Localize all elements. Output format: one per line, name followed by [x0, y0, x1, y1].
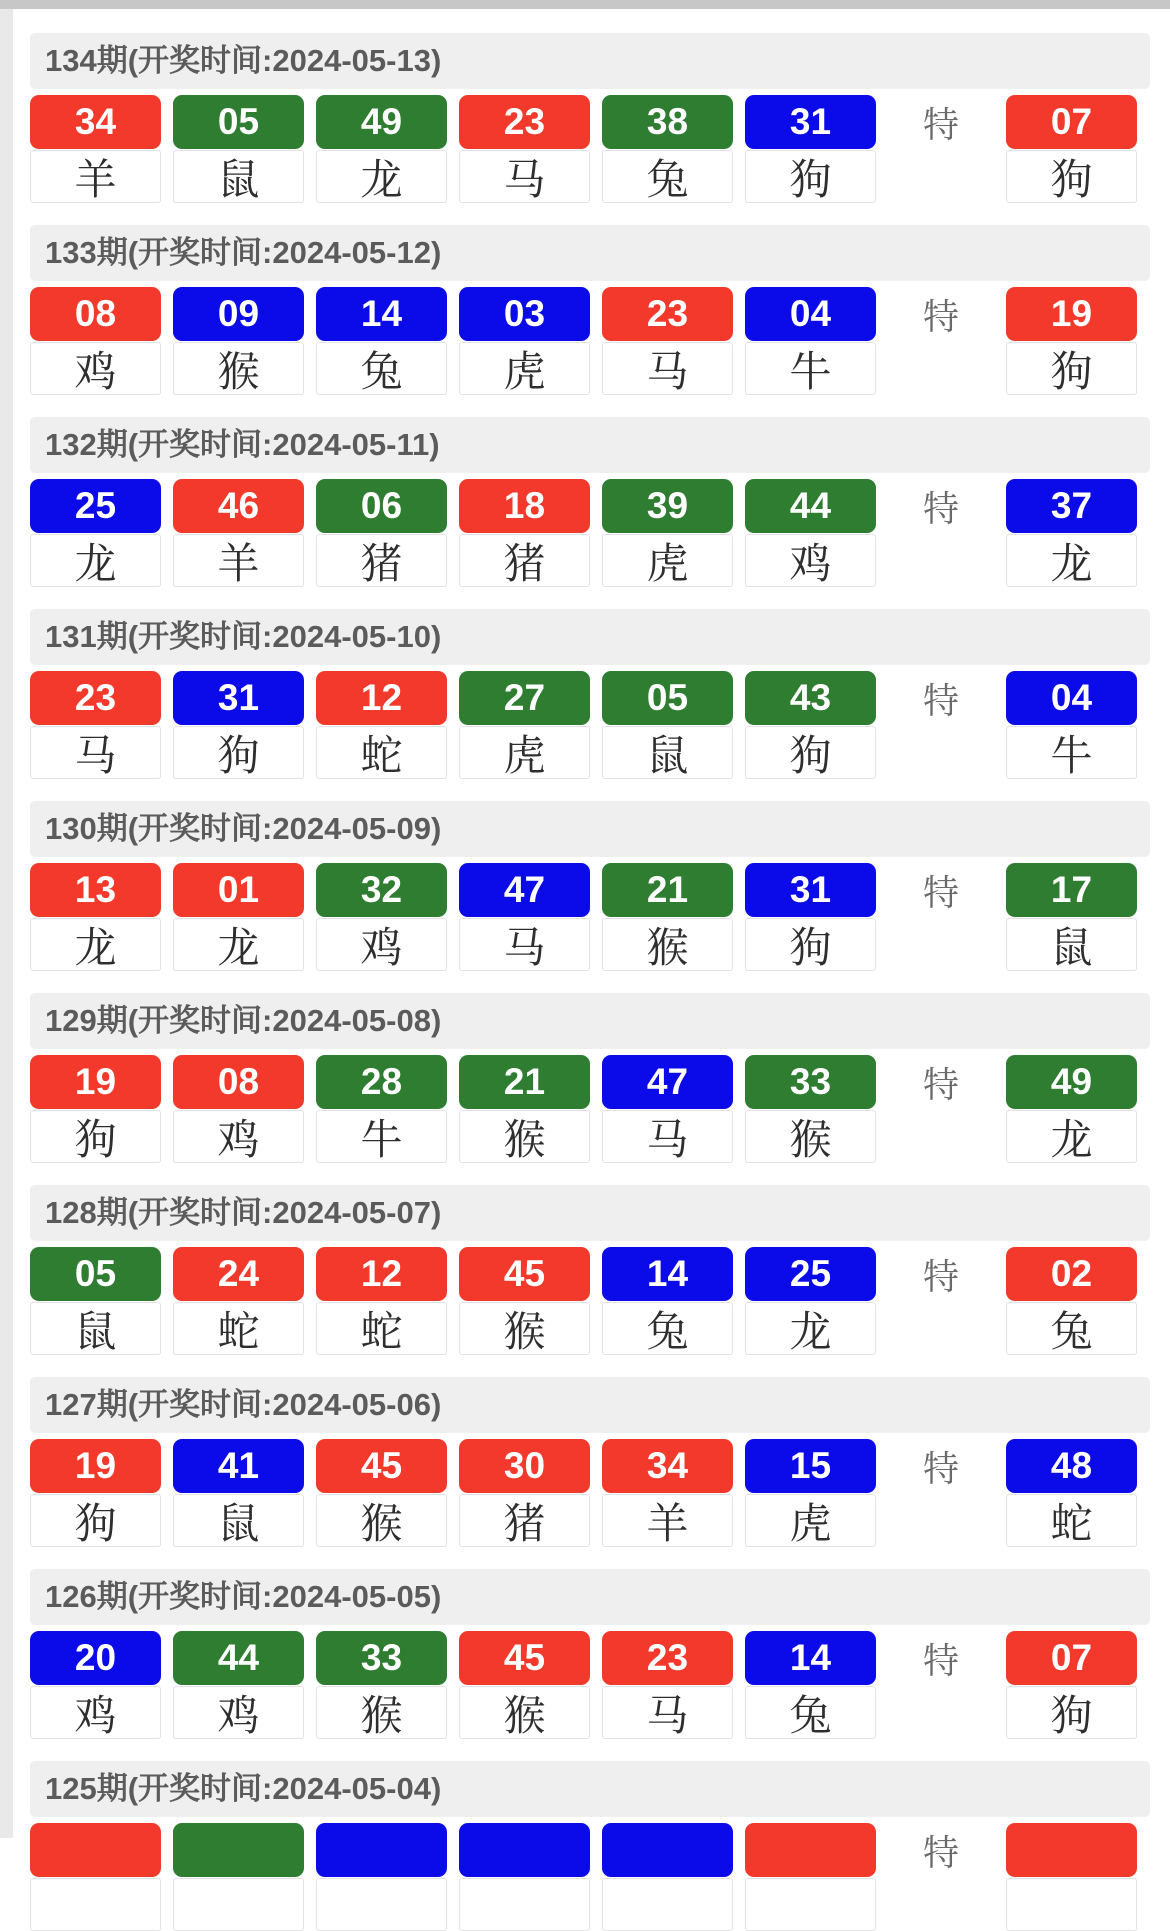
zodiac-label: 鸡: [173, 1110, 304, 1163]
special-label: 特: [922, 1063, 959, 1105]
special-number-cell: [1006, 671, 1137, 779]
number-cell: [459, 1823, 590, 1931]
draw-row: [30, 993, 1150, 1163]
special-label: 特: [922, 871, 959, 913]
number-ball: 21: [602, 863, 733, 917]
number-cell: [459, 287, 590, 395]
number-cell: [745, 1055, 876, 1163]
draw-header: [30, 1569, 1150, 1625]
zodiac-label: 狗: [745, 726, 876, 779]
number-ball: 05: [30, 1247, 161, 1301]
zodiac-label: 蛇: [1006, 1494, 1137, 1547]
draw-header: [30, 1377, 1150, 1433]
number-ball: 19: [30, 1055, 161, 1109]
zodiac-label: [745, 1878, 876, 1931]
number-ball: 45: [316, 1439, 447, 1493]
zodiac-label: 羊: [30, 150, 161, 203]
draw-numbers-row: [30, 95, 1150, 203]
number-ball: 19: [1006, 287, 1137, 341]
number-ball: 15: [745, 1439, 876, 1493]
zodiac-label: 虎: [745, 1494, 876, 1547]
draw-title: 129期(开奖时间:2024-05-08): [45, 1003, 442, 1038]
number-ball: 07: [1006, 95, 1137, 149]
draw-header: [30, 993, 1150, 1049]
zodiac-label: 马: [602, 1686, 733, 1739]
number-cell: [30, 671, 161, 779]
zodiac-label: 猴: [173, 342, 304, 395]
number-cell: [30, 1055, 161, 1163]
number-ball: 04: [745, 287, 876, 341]
number-ball: 25: [30, 479, 161, 533]
draw-numbers-row: [30, 1055, 1150, 1163]
draw-title: 125期(开奖时间:2024-05-04): [45, 1771, 442, 1806]
number-cell: [459, 1631, 590, 1739]
number-cell: [602, 1631, 733, 1739]
zodiac-label: 鸡: [745, 534, 876, 587]
zodiac-label: 鼠: [1006, 918, 1137, 971]
number-cell: [745, 479, 876, 587]
number-ball: [602, 1823, 733, 1877]
number-ball: 18: [459, 479, 590, 533]
special-label: 特: [922, 1831, 959, 1873]
number-ball: 27: [459, 671, 590, 725]
special-number-cell: [1006, 479, 1137, 587]
zodiac-label: 虎: [459, 342, 590, 395]
number-ball: 34: [30, 95, 161, 149]
zodiac-label: 龙: [316, 150, 447, 203]
number-ball: 21: [459, 1055, 590, 1109]
number-ball: 08: [30, 287, 161, 341]
left-edge-strip: [0, 9, 13, 1838]
zodiac-label: 龙: [30, 918, 161, 971]
draw-numbers-row: [30, 863, 1150, 971]
special-label: 特: [922, 1447, 959, 1489]
zodiac-label: 狗: [1006, 150, 1137, 203]
number-ball: 39: [602, 479, 733, 533]
zodiac-label: 兔: [602, 1302, 733, 1355]
zodiac-label: 猴: [459, 1110, 590, 1163]
zodiac-label: 狗: [1006, 342, 1137, 395]
number-ball: 43: [745, 671, 876, 725]
zodiac-label: [602, 1878, 733, 1931]
number-ball: [459, 1823, 590, 1877]
zodiac-label: 狗: [30, 1494, 161, 1547]
zodiac-label: 鸡: [30, 1686, 161, 1739]
draw-row: [30, 1761, 1150, 1931]
zodiac-label: 蛇: [316, 726, 447, 779]
number-ball: 02: [1006, 1247, 1137, 1301]
zodiac-label: 龙: [745, 1302, 876, 1355]
zodiac-label: 猪: [316, 534, 447, 587]
draw-title: 126期(开奖时间:2024-05-05): [45, 1579, 442, 1614]
number-cell: [745, 1631, 876, 1739]
draw-header: [30, 225, 1150, 281]
number-ball: 31: [745, 863, 876, 917]
number-ball: 17: [1006, 863, 1137, 917]
number-ball: 13: [30, 863, 161, 917]
number-cell: [459, 1439, 590, 1547]
number-ball: [173, 1823, 304, 1877]
number-cell: [602, 479, 733, 587]
number-cell: [459, 863, 590, 971]
zodiac-label: 马: [602, 1110, 733, 1163]
zodiac-label: 马: [459, 150, 590, 203]
number-ball: 05: [602, 671, 733, 725]
number-ball: 45: [459, 1247, 590, 1301]
number-ball: 33: [316, 1631, 447, 1685]
zodiac-label: 龙: [1006, 534, 1137, 587]
number-ball: 12: [316, 1247, 447, 1301]
number-ball: [1006, 1823, 1137, 1877]
number-ball: [316, 1823, 447, 1877]
number-ball: 32: [316, 863, 447, 917]
zodiac-label: 牛: [1006, 726, 1137, 779]
number-cell: [459, 1055, 590, 1163]
number-ball: 14: [602, 1247, 733, 1301]
draw-row: [30, 1569, 1150, 1739]
draw-row: [30, 225, 1150, 395]
number-cell: [316, 1631, 447, 1739]
draw-numbers-row: [30, 671, 1150, 779]
number-ball: [30, 1823, 161, 1877]
number-cell: [316, 287, 447, 395]
draw-numbers-row: [30, 1631, 1150, 1739]
number-ball: 24: [173, 1247, 304, 1301]
zodiac-label: 猴: [459, 1686, 590, 1739]
number-ball: [745, 1823, 876, 1877]
lottery-results-list: [0, 9, 1170, 1931]
number-ball: 31: [745, 95, 876, 149]
number-ball: 09: [173, 287, 304, 341]
special-label: 特: [922, 1255, 959, 1297]
zodiac-label: 马: [30, 726, 161, 779]
zodiac-label: 龙: [30, 534, 161, 587]
number-ball: 45: [459, 1631, 590, 1685]
number-ball: 49: [1006, 1055, 1137, 1109]
number-cell: [602, 1247, 733, 1355]
draw-row: [30, 33, 1150, 203]
number-cell: [602, 95, 733, 203]
number-cell: [173, 1247, 304, 1355]
zodiac-label: 蛇: [173, 1302, 304, 1355]
zodiac-label: 鼠: [173, 150, 304, 203]
number-cell: [459, 479, 590, 587]
number-ball: 12: [316, 671, 447, 725]
number-ball: 44: [745, 479, 876, 533]
number-ball: 49: [316, 95, 447, 149]
number-ball: 41: [173, 1439, 304, 1493]
number-cell: [316, 671, 447, 779]
number-cell: [316, 1247, 447, 1355]
number-cell: [745, 95, 876, 203]
number-cell: [30, 1247, 161, 1355]
zodiac-label: 猴: [602, 918, 733, 971]
draw-row: [30, 1185, 1150, 1355]
zodiac-label: 马: [602, 342, 733, 395]
number-ball: 01: [173, 863, 304, 917]
draw-row: [30, 1377, 1150, 1547]
zodiac-label: 羊: [173, 534, 304, 587]
number-ball: 23: [30, 671, 161, 725]
zodiac-label: 兔: [745, 1686, 876, 1739]
draw-header: [30, 609, 1150, 665]
draw-header: [30, 417, 1150, 473]
zodiac-label: 龙: [1006, 1110, 1137, 1163]
number-ball: 47: [459, 863, 590, 917]
zodiac-label: 鼠: [173, 1494, 304, 1547]
number-ball: 38: [602, 95, 733, 149]
draw-title: 130期(开奖时间:2024-05-09): [45, 811, 442, 846]
draw-row: [30, 801, 1150, 971]
number-cell: [30, 1439, 161, 1547]
zodiac-label: [30, 1878, 161, 1931]
zodiac-label: 猴: [316, 1494, 447, 1547]
draw-row: [30, 609, 1150, 779]
number-ball: 14: [316, 287, 447, 341]
number-cell: [745, 1823, 876, 1931]
number-cell: [173, 95, 304, 203]
number-cell: [602, 1823, 733, 1931]
special-label: 特: [922, 295, 959, 337]
number-ball: 20: [30, 1631, 161, 1685]
number-cell: [30, 95, 161, 203]
number-ball: 30: [459, 1439, 590, 1493]
zodiac-label: 兔: [602, 150, 733, 203]
draw-numbers-row: [30, 1247, 1150, 1355]
draw-title: 132期(开奖时间:2024-05-11): [45, 427, 440, 462]
zodiac-label: 鸡: [173, 1686, 304, 1739]
special-number-cell: [1006, 863, 1137, 971]
draw-header: [30, 1761, 1150, 1817]
zodiac-label: 鼠: [30, 1302, 161, 1355]
zodiac-label: 兔: [1006, 1302, 1137, 1355]
number-cell: [602, 863, 733, 971]
number-ball: 14: [745, 1631, 876, 1685]
number-ball: 19: [30, 1439, 161, 1493]
number-cell: [602, 1055, 733, 1163]
number-cell: [173, 1823, 304, 1931]
number-cell: [173, 671, 304, 779]
number-cell: [316, 95, 447, 203]
special-label: 特: [922, 103, 959, 145]
zodiac-label: 马: [459, 918, 590, 971]
number-cell: [316, 1055, 447, 1163]
number-cell: [173, 863, 304, 971]
special-number-cell: [1006, 1631, 1137, 1739]
number-ball: 23: [602, 287, 733, 341]
zodiac-label: 虎: [459, 726, 590, 779]
number-cell: [30, 863, 161, 971]
special-number-cell: [1006, 287, 1137, 395]
zodiac-label: 龙: [173, 918, 304, 971]
number-cell: [745, 671, 876, 779]
number-cell: [459, 95, 590, 203]
draw-header: [30, 33, 1150, 89]
zodiac-label: 鼠: [602, 726, 733, 779]
draw-title: 127期(开奖时间:2024-05-06): [45, 1387, 442, 1422]
special-number-cell: [1006, 1439, 1137, 1547]
zodiac-label: 兔: [316, 342, 447, 395]
number-ball: 08: [173, 1055, 304, 1109]
draw-title: 133期(开奖时间:2024-05-12): [45, 235, 442, 270]
number-cell: [459, 1247, 590, 1355]
special-label: 特: [922, 1639, 959, 1681]
number-ball: 05: [173, 95, 304, 149]
special-number-cell: [1006, 1247, 1137, 1355]
draw-header: [30, 1185, 1150, 1241]
draw-title: 128期(开奖时间:2024-05-07): [45, 1195, 442, 1230]
number-cell: [602, 287, 733, 395]
draw-title: 131期(开奖时间:2024-05-10): [45, 619, 442, 654]
number-ball: 46: [173, 479, 304, 533]
draw-numbers-row: [30, 287, 1150, 395]
zodiac-label: 鸡: [30, 342, 161, 395]
zodiac-label: 猴: [459, 1302, 590, 1355]
number-ball: 37: [1006, 479, 1137, 533]
number-ball: 34: [602, 1439, 733, 1493]
zodiac-label: 猪: [459, 1494, 590, 1547]
number-cell: [30, 287, 161, 395]
number-ball: 28: [316, 1055, 447, 1109]
zodiac-label: 狗: [1006, 1686, 1137, 1739]
number-ball: 07: [1006, 1631, 1137, 1685]
zodiac-label: 牛: [316, 1110, 447, 1163]
draw-row: [30, 417, 1150, 587]
number-ball: 44: [173, 1631, 304, 1685]
zodiac-label: 狗: [745, 150, 876, 203]
special-number-cell: [1006, 95, 1137, 203]
draw-numbers-row: [30, 479, 1150, 587]
zodiac-label: 狗: [30, 1110, 161, 1163]
number-ball: 33: [745, 1055, 876, 1109]
number-cell: [30, 1823, 161, 1931]
number-cell: [173, 1631, 304, 1739]
draw-title: 134期(开奖时间:2024-05-13): [45, 43, 442, 78]
zodiac-label: [316, 1878, 447, 1931]
draw-numbers-row: [30, 1823, 1150, 1931]
zodiac-label: 鸡: [316, 918, 447, 971]
number-cell: [30, 1631, 161, 1739]
number-cell: [602, 671, 733, 779]
number-cell: [316, 863, 447, 971]
draw-header: [30, 801, 1150, 857]
number-cell: [602, 1439, 733, 1547]
special-number-cell: [1006, 1055, 1137, 1163]
special-number-cell: [1006, 1823, 1137, 1931]
number-ball: 23: [459, 95, 590, 149]
number-ball: 25: [745, 1247, 876, 1301]
number-cell: [316, 1823, 447, 1931]
special-label: 特: [922, 679, 959, 721]
zodiac-label: 猴: [745, 1110, 876, 1163]
number-cell: [459, 671, 590, 779]
zodiac-label: [1006, 1878, 1137, 1931]
zodiac-label: 蛇: [316, 1302, 447, 1355]
number-ball: 31: [173, 671, 304, 725]
top-bar: [0, 0, 1170, 9]
number-ball: 48: [1006, 1439, 1137, 1493]
special-label: 特: [922, 487, 959, 529]
number-cell: [173, 1439, 304, 1547]
number-cell: [173, 287, 304, 395]
number-cell: [30, 479, 161, 587]
number-cell: [316, 479, 447, 587]
number-cell: [316, 1439, 447, 1547]
zodiac-label: 狗: [745, 918, 876, 971]
zodiac-label: 猴: [316, 1686, 447, 1739]
zodiac-label: 羊: [602, 1494, 733, 1547]
number-ball: 03: [459, 287, 590, 341]
zodiac-label: 牛: [745, 342, 876, 395]
number-cell: [745, 1439, 876, 1547]
number-cell: [173, 1055, 304, 1163]
zodiac-label: [173, 1878, 304, 1931]
zodiac-label: 狗: [173, 726, 304, 779]
number-cell: [745, 1247, 876, 1355]
number-cell: [745, 863, 876, 971]
number-cell: [173, 479, 304, 587]
number-ball: 04: [1006, 671, 1137, 725]
zodiac-label: 猪: [459, 534, 590, 587]
number-ball: 06: [316, 479, 447, 533]
draw-numbers-row: [30, 1439, 1150, 1547]
zodiac-label: 虎: [602, 534, 733, 587]
number-cell: [745, 287, 876, 395]
zodiac-label: [459, 1878, 590, 1931]
number-ball: 47: [602, 1055, 733, 1109]
number-ball: 23: [602, 1631, 733, 1685]
